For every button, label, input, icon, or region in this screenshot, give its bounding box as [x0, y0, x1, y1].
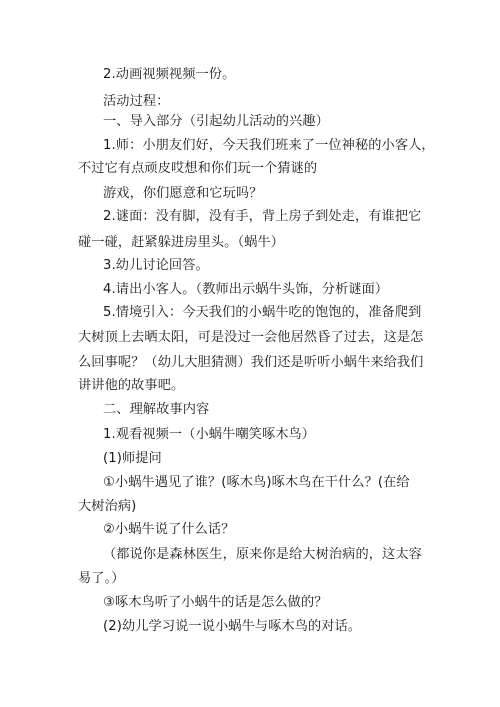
text-line: 讲讲他的故事吧。 — [78, 378, 185, 393]
text-line: 碰一碰，赶紧躲进房里头。（蜗牛） — [78, 235, 284, 250]
text-line: ②小蜗牛说了什么话？ — [103, 522, 235, 537]
text-line: 大树顶上去晒太阳，可是没过一会他居然昏了过去，这是怎 — [78, 330, 424, 345]
text-line: ③啄木鸟听了小蜗牛的话是怎么做的？ — [103, 595, 328, 610]
text-line: 5.情境引入：今天我们的小蜗牛吃的饱饱的，准备爬到 — [103, 305, 422, 320]
text-line: 4.请出小客人。（教师出示蜗牛头饰，分析谜面） — [103, 282, 389, 297]
text-line: 不过它有点顽皮哎想和你们玩一个猜谜的 — [78, 161, 318, 176]
text-line: 3.幼儿讨论回答。 — [103, 258, 209, 273]
text-line: (1)师提问 — [103, 451, 162, 466]
text-line: ①小蜗牛遇见了谁？(啄木鸟)啄木鸟在干什么？(在给 — [103, 475, 410, 490]
text-line: 么回事呢？（幼儿大胆猜测）我们还是听听小蜗牛来给我们 — [78, 355, 424, 370]
text-line: 2.谜面：没有脚，没有手，背上房子到处走，有谁把它 — [103, 209, 422, 224]
section-heading: 一、导入部分（引起幼儿活动的兴趣） — [103, 114, 329, 129]
text-line: 1.观看视频一（小蜗牛嘲笑啄木鸟） — [103, 427, 316, 442]
text-line: （都说你是森林医生，原来你是给大树治病的，这太容 — [103, 547, 422, 562]
text-line: 游戏，你们愿意和它玩吗？ — [103, 186, 263, 201]
text-line: 大树治病) — [78, 499, 137, 514]
text-line: 2.动画视频视频一份。 — [103, 67, 236, 82]
section-heading: 二、理解故事内容 — [103, 402, 210, 417]
text-line: 1.师：小朋友们好，今天我们班来了一位神秘的小客人， — [103, 138, 435, 153]
text-line: 易了。） — [78, 571, 125, 586]
text-line: 活动过程： — [103, 94, 170, 109]
text-line: (2)幼儿学习说一说小蜗牛与啄木鸟的对话。 — [103, 619, 362, 634]
